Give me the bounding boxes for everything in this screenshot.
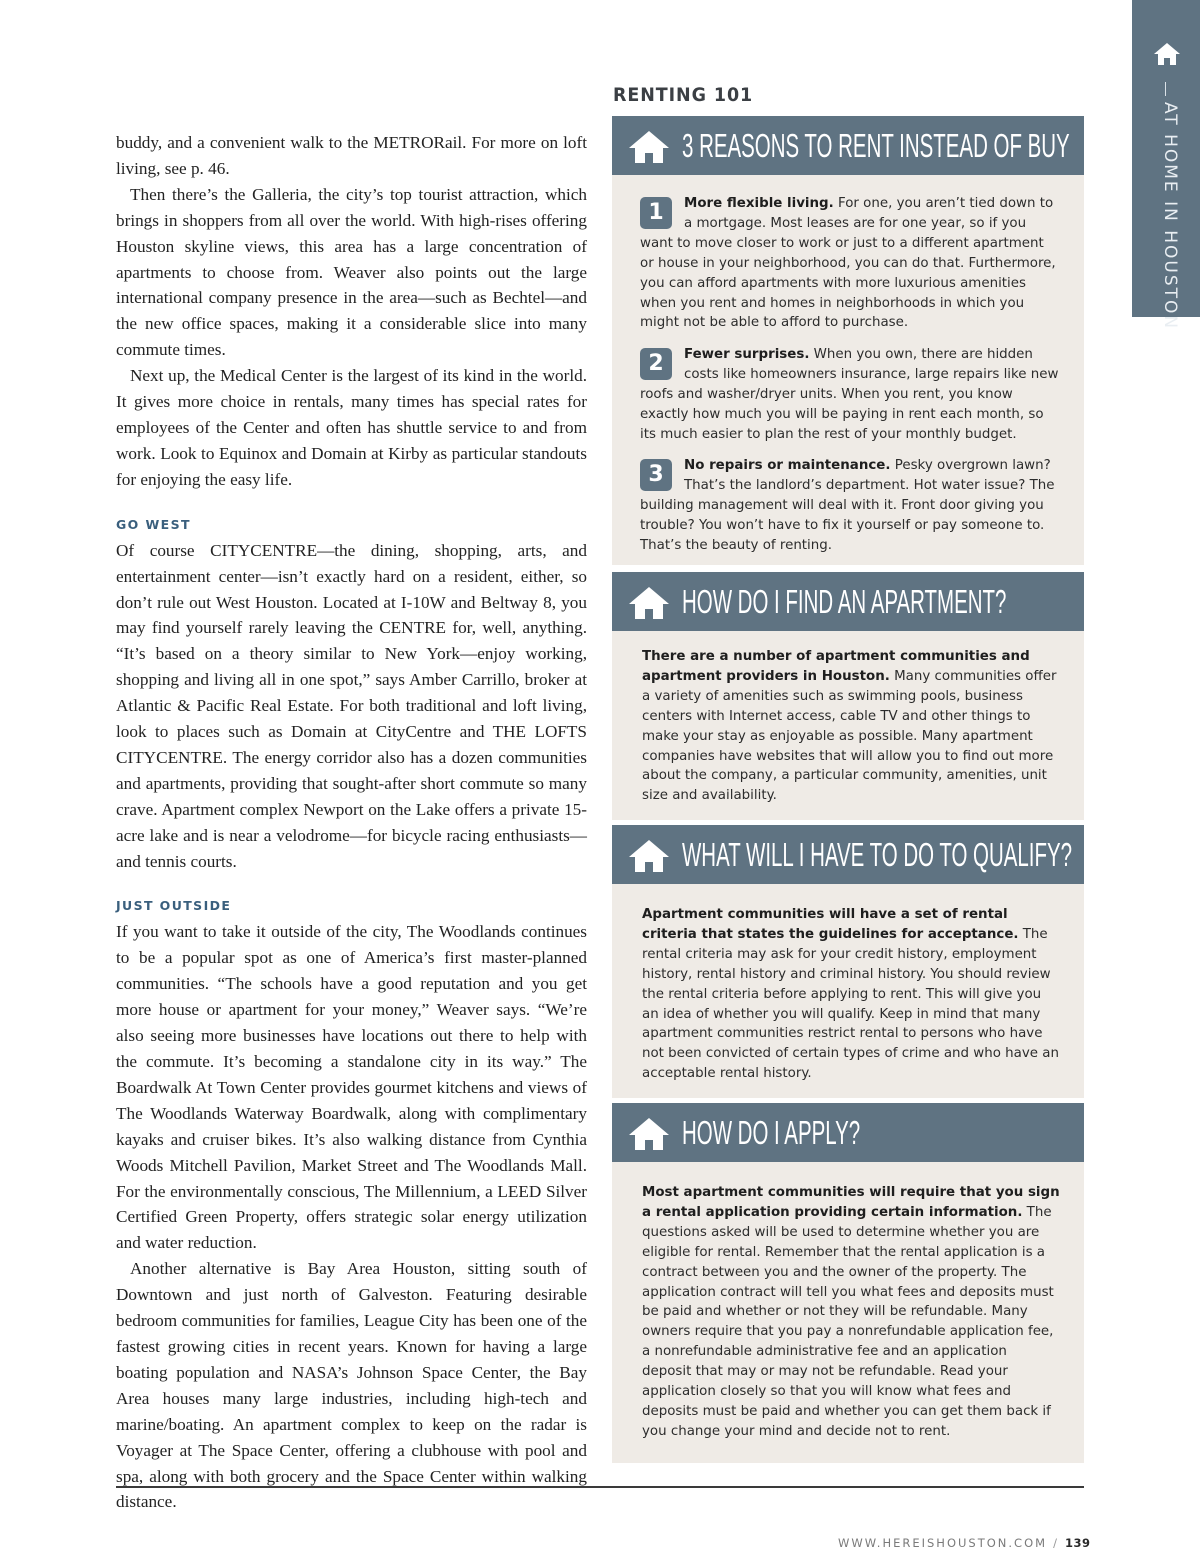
box-paragraph xyxy=(642,1183,1060,1442)
reason-text: For one, you aren’t tied down to a mortgage. Most leases are for one year, so if you want to move closer to work or just to a different apartment or house in your neighborhood, you can do that. Furthermore, you can afford apartments with more luxurious amenities when you rent and homes in neighborhoods in which you might not be able to afford to purchase. xyxy=(640,196,1056,331)
box-lead: Most apartment communities will require that you sign a rental application providing certain information. xyxy=(642,1185,1060,1220)
section-label: RENTING 101 xyxy=(613,84,754,106)
section-tab-label: AT HOME IN HOUSTON xyxy=(1160,102,1180,331)
article-paragraph: buddy, and a convenient walk to the METRORail. For more on loft living, see p. 46. xyxy=(116,133,587,178)
article-paragraph: If you want to take it outside of the city, The Woodlands continues to be a popular spot as one of America’s first master-planned communities. “The schools have a good reputation and you get more house or apartment for your money,” Weaver says. “We’re also seeing more businesses have locations out there to help with the commute. It’s becoming a standalone city in its way.” The Boardwalk At Town Center provides gourmet kitchens and views of The Woodlands Waterway Boardwalk, along with complimentary kayaks and cruiser bikes. It’s also walking distance from Cynthia Woods Mitchell Pavilion, Market Street and The Woodlands Mall. For the environmentally conscious, The Millennium, a LEED Silver Certified Green Property, offers strategic solar energy utilization and water reduction. xyxy=(116,922,587,1253)
page-number: 139 xyxy=(1064,1536,1091,1550)
home-icon xyxy=(628,130,670,164)
reason-number-badge: 1 xyxy=(640,197,672,229)
article-paragraph: Of course CITYCENTRE—the dining, shopping, arts, and entertainment center—isn’t exactly hard on a resident, either, so don’t rule out West Houston. Located at I-10W and Beltway 8, you may find yourself rarely leaving the CENTRE for, well, anything. “It’s based on a theory similar to New York—enjoy working, shopping and living all in one spot,” says Amber Carrillo, broker at Atlantic & Pacific Real Estate. For both traditional and loft living, look to places such as Domain at CityCentre and THE LOFTS CITYCENTRE. The energy corridor also has a dozen communities and apartments, providing that sought-after short commute so many crave. Apartment complex Newport on the Lake offers a private 15-acre lake and is near a velodrome—for bicycle racing enthusiasts—and tennis courts. xyxy=(116,540,587,871)
box-paragraph xyxy=(642,647,1060,806)
tab-divider xyxy=(1165,82,1166,96)
box-lead: Apartment communities will have a set of rental criteria that states the guidelines for acceptance. xyxy=(642,907,1019,942)
box-header xyxy=(612,116,1084,175)
home-icon xyxy=(628,1117,670,1151)
box-title: 3 REASONS TO RENT INSTEAD OF BUY xyxy=(682,127,1070,164)
footer-rule xyxy=(116,1486,1084,1488)
subheading-just-outside: JUST OUTSIDE xyxy=(116,898,232,914)
footer-website[interactable]: WWW.HEREISHOUSTON.COM xyxy=(838,1536,1048,1550)
box-title: HOW DO I APPLY? xyxy=(682,1114,861,1151)
box-header xyxy=(612,825,1084,884)
reason-lead: Fewer surprises. xyxy=(684,347,810,362)
article-paragraph: Then there’s the Galleria, the city’s top tourist attraction, which brings in shoppers from all over the world. With high-rises offering Houston skyline views, this area has a large concentration of apartments to choose from. Weaver also points out the large international company presence in the area—such as Bechtel—and the new office spaces, making it a considerable slice into many commute times. xyxy=(116,184,587,360)
box-lead: There are a number of apartment communities and apartment providers in Houston. xyxy=(642,649,1030,684)
box-title: WHAT WILL I HAVE TO DO TO QUALIFY? xyxy=(682,836,1072,873)
reason-text: When you own, there are hidden costs like homeowners insurance, large repairs like new roofs and washer/dryer units. When you rent, you know exactly how much you will be paying in rent each month, so its much easier to plan the rest of your monthly budget. xyxy=(640,347,1059,442)
article-body xyxy=(116,130,587,1515)
box-header xyxy=(612,572,1084,631)
box-text: Many communities offer a variety of amenities such as swimming pools, business centers with Internet access, cable TV and other things to make your stay as enjoyable as possible. Many apartment companies have websites that will allow you to find out more about the company, a particular community, amenities, unit size and availability. xyxy=(642,668,1057,804)
home-icon xyxy=(628,839,670,873)
reason-text: Pesky overgrown lawn? That’s the landlord’s department. Hot water issue? The building management will deal with it. Front door giving you trouble? You won’t have to fix it yourself or pay someone to. That’s the beauty of renting. xyxy=(640,458,1055,553)
reason-item xyxy=(640,194,1060,333)
reason-item xyxy=(640,456,1060,556)
article-paragraph: Next up, the Medical Center is the largest of its kind in the world. It gives more choice in rentals, many times has special rates for employees of the Center and often has shuttle service to and from work. Look to Equinox and Domain at Kirby as particular standouts for enjoying the easy life. xyxy=(116,366,587,489)
box-header xyxy=(612,1103,1084,1162)
reason-number-badge: 3 xyxy=(640,459,672,491)
side-section-tab xyxy=(1132,0,1200,331)
box-paragraph xyxy=(642,905,1060,1084)
home-icon xyxy=(1153,42,1181,66)
reason-item xyxy=(640,345,1060,445)
box-title: HOW DO I FIND AN APARTMENT? xyxy=(682,583,1007,620)
box-text: The rental criteria may ask for your credit history, employment history, rental history and criminal history. You should review the rental criteria before applying to rent. This will give you an idea of whether you will qualify. Keep in mind that many apartment communities restrict rental to persons who have not been convicted of certain types of crime and who have an acceptable rental history. xyxy=(642,926,1059,1082)
reason-number-badge: 2 xyxy=(640,348,672,380)
box-text: The questions asked will be used to determine whether you are eligible for rental. Remember that the rental application is a contract between you and the owner of the property. The application contract will tell you what fees and deposits must be paid and whether or not they will be refundable. Many owners require that you pay a nonrefundable application fee, a nonrefundable administrative fee and an application deposit that may or may not be refundable. Read your application closely so that you will know what fees and deposits must be paid and whether you can get them back if you change your mind and decide not to rent. xyxy=(642,1204,1054,1439)
reason-lead: No repairs or maintenance. xyxy=(684,458,891,473)
subheading-go-west: GO WEST xyxy=(116,516,191,532)
article-paragraph: Another alternative is Bay Area Houston, sitting south of Downtown and just north of Galveston. Featuring desirable bedroom communities for families, League City has been one of the fastest growing cities in recent years. Known for having a large boating population and NASA’s Johnson Space Center, the Bay Area houses many large industries, including high-tech and marine/boating. An apartment complex to keep on the radar is Voyager at The Space Center, offering a clubhouse with pool and spa, along with both grocery and the Space Center within walking distance. xyxy=(116,1259,587,1512)
reason-lead: More flexible living. xyxy=(684,196,834,211)
page-footer xyxy=(838,1536,1091,1550)
home-icon xyxy=(628,586,670,620)
footer-separator: / xyxy=(1053,1536,1059,1550)
